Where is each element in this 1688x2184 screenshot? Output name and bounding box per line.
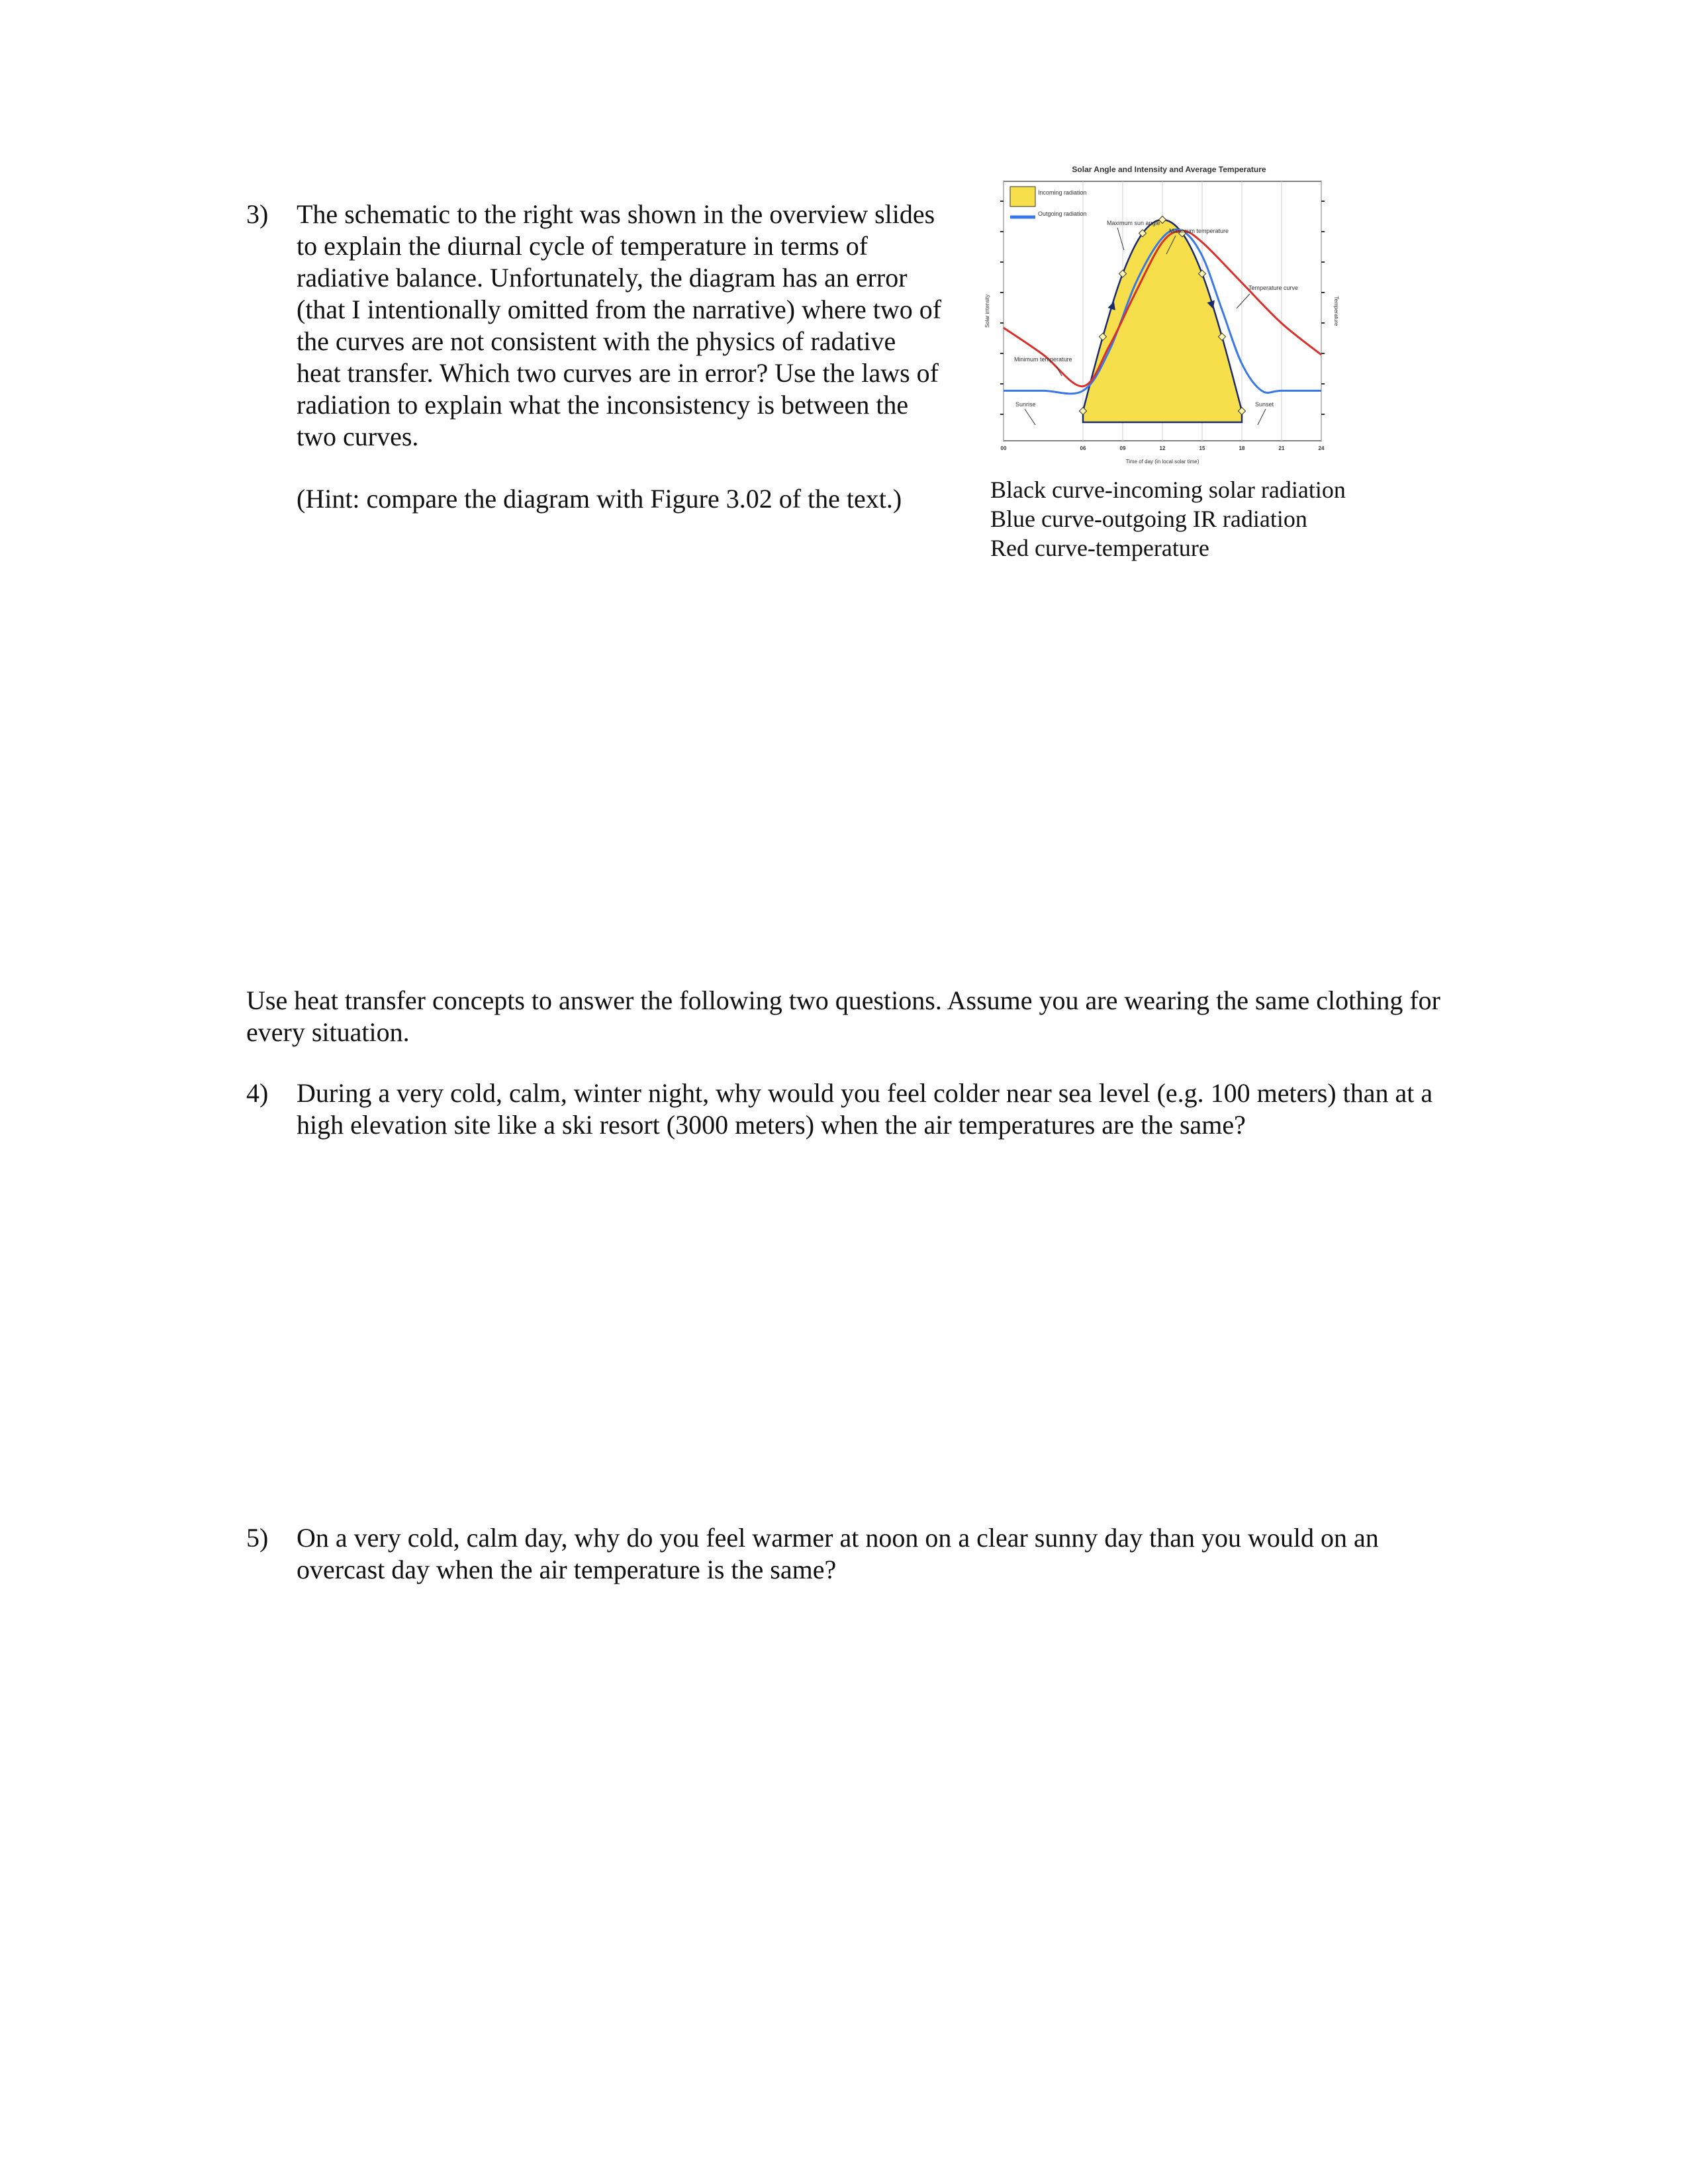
figure-title: Solar Angle and Intensity and Average Temperature (1072, 165, 1266, 174)
annotation-sunset: Sunset (1255, 401, 1274, 408)
question-4-number: 4) (246, 1078, 269, 1108)
solar-temperature-figure (977, 158, 1348, 475)
x-axis-label: Time of day (in local solar time) (1125, 459, 1199, 465)
question-5-number: 5) (246, 1523, 269, 1553)
x-tick-label: 18 (1239, 445, 1245, 451)
annotation-max-temperature: Maximum temperature (1169, 228, 1229, 234)
annotation-max-sun-angle: Maximum sun angle (1107, 220, 1160, 226)
annotation-min-temperature: Minimum temperature (1014, 356, 1072, 363)
question-3-text: The schematic to the right was shown in the overview slides to explain the diurnal cycle of temperature in terms of radiative balance. Unfortunately, the diagram has an error (that I intentionally omitted from the narrative) where two of the curves are not consistent with the physics of radative heat transfer. Which two curves are in error? Use the laws of radiation to explain what the inconsistency is between the two curves. (297, 199, 942, 451)
question-3-number: 3) (246, 199, 269, 229)
x-tick-label: 06 (1080, 445, 1086, 451)
figure-captions (990, 475, 1346, 563)
question-3-hint: (Hint: compare the diagram with Figure 3.02 of the text.) (297, 484, 902, 514)
annotation-sunrise: Sunrise (1015, 401, 1036, 408)
annotation-temperature-curve: Temperature curve (1248, 285, 1299, 291)
heat-transfer-intro: Use heat transfer concepts to answer the following two questions. Assume you are wearing the same clothing for every situation. (246, 985, 1440, 1047)
y-axis-right-label: Temperature (1333, 296, 1339, 326)
x-tick-label: 00 (1000, 445, 1007, 451)
question-4-text: During a very cold, calm, winter night, why would you feel colder near sea level (e.g. 100 meters) than at a high elevation site like a ski resort (3000 meters) when the air temperatures are the same? (297, 1078, 1433, 1140)
legend-incoming-label: Incoming radiation (1038, 189, 1087, 196)
question-5-text: On a very cold, calm day, why do you feel warmer at noon on a clear sunny day than you would on an overcast day when the air temperature is the same? (297, 1523, 1379, 1584)
x-tick-label: 21 (1278, 445, 1285, 451)
x-tick-label: 09 (1119, 445, 1126, 451)
legend-incoming-swatch (1010, 187, 1035, 206)
x-tick-label: 15 (1199, 445, 1205, 451)
legend-outgoing-label: Outgoing radiation (1038, 210, 1087, 217)
caption-red: Red curve-temperature (990, 535, 1209, 561)
x-tick-label: 12 (1159, 445, 1166, 451)
caption-blue: Blue curve-outgoing IR radiation (990, 506, 1307, 532)
caption-black: Black curve-incoming solar radiation (990, 477, 1346, 503)
x-tick-label: 24 (1318, 445, 1325, 451)
y-axis-left-label: Solar intensity (984, 294, 990, 328)
